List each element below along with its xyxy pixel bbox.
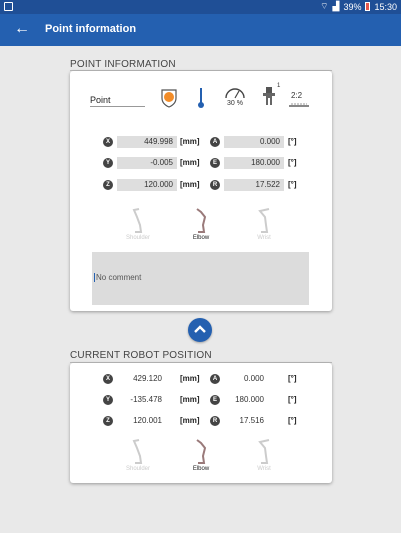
axis-z-badge: Z: [103, 416, 113, 426]
speed-value: 30 %: [227, 100, 243, 107]
a-value[interactable]: 0.000: [224, 136, 284, 148]
coord-row-y: [70, 157, 332, 171]
config-elbow[interactable]: [183, 207, 219, 241]
robot-arm-icon: [131, 207, 145, 233]
text-caret: [94, 273, 95, 282]
shield-target-icon[interactable]: [160, 88, 178, 108]
axis-r-badge: R: [210, 416, 220, 426]
point-name[interactable]: Point: [90, 95, 111, 105]
config-wrist-label: Wrist: [257, 235, 271, 241]
robot-arm-icon: [256, 438, 272, 464]
unit-deg: [°]: [288, 158, 297, 167]
app-bar: [0, 14, 401, 46]
config-shoulder[interactable]: [120, 207, 156, 241]
z-value[interactable]: 120.000: [117, 179, 177, 191]
axis-e-badge: E: [210, 158, 220, 168]
unit-mm: [mm]: [180, 416, 200, 425]
collapse-toggle-button[interactable]: [188, 318, 212, 342]
tool-ratio-value: 2:2: [291, 91, 303, 100]
comment-placeholder: No comment: [96, 273, 142, 282]
axis-e-badge: E: [210, 395, 220, 405]
coord-row-x: [70, 136, 332, 150]
unit-mm: [mm]: [180, 395, 200, 404]
axis-z-badge: Z: [103, 180, 113, 190]
coord-row-y: [70, 394, 332, 408]
thermometer-icon[interactable]: [196, 87, 206, 109]
tool-ratio-icon[interactable]: [288, 88, 310, 108]
point-name-underline: [90, 106, 145, 107]
battery-percent: 39%: [343, 1, 362, 12]
robot-arm-icon: [194, 207, 208, 233]
config-shoulder-label: Shoulder: [125, 466, 151, 472]
e-value: 180.000: [235, 395, 264, 404]
x-value[interactable]: 449.998: [117, 136, 177, 148]
y-value: -135.478: [130, 395, 162, 404]
z-value: 120.001: [133, 416, 162, 425]
unit-mm: [mm]: [180, 137, 200, 146]
r-value: 17.516: [239, 416, 264, 425]
point-info-card: [70, 71, 332, 311]
a-value: 0.000: [243, 374, 264, 383]
unit-deg: [°]: [288, 137, 297, 146]
axis-a-badge: A: [210, 374, 220, 384]
x-value: 429.120: [133, 374, 162, 383]
axis-a-badge: A: [210, 137, 220, 147]
coord-row-z: [70, 415, 332, 429]
wifi-icon: ⌔: [320, 1, 329, 11]
robot-arm-icon: [131, 438, 145, 464]
unit-mm: [mm]: [180, 158, 200, 167]
robot-arm-icon: [256, 207, 272, 233]
gripper-index: 1: [277, 83, 281, 89]
robot-position-section-title: CURRENT ROBOT POSITION: [70, 350, 212, 361]
unit-deg: [°]: [288, 416, 297, 425]
axis-r-badge: R: [210, 180, 220, 190]
config-elbow-label: Elbow: [192, 466, 210, 472]
y-value[interactable]: -0.005: [117, 157, 177, 169]
status-bar: [0, 0, 401, 14]
status-indicators: [320, 1, 397, 12]
clock: 15:30: [374, 1, 397, 12]
axis-y-badge: Y: [103, 158, 113, 168]
unit-mm: [mm]: [180, 374, 200, 383]
axis-y-badge: Y: [103, 395, 113, 405]
signal-icon: ▟: [332, 1, 340, 11]
battery-icon: [365, 2, 370, 11]
coord-row-x: [70, 373, 332, 387]
gallery-icon: [4, 2, 13, 11]
r-value[interactable]: 17.522: [224, 179, 284, 191]
robot-arm-icon: [194, 438, 208, 464]
config-shoulder: [120, 438, 156, 472]
config-shoulder-label: Shoulder: [125, 235, 151, 241]
point-info-section-title: POINT INFORMATION: [70, 59, 176, 70]
config-wrist-label: Wrist: [257, 466, 271, 472]
speedometer-icon[interactable]: [224, 86, 246, 112]
axis-x-badge: X: [103, 137, 113, 147]
gripper-icon[interactable]: [260, 83, 281, 108]
e-value[interactable]: 180.000: [224, 157, 284, 169]
unit-mm: [mm]: [180, 180, 200, 189]
unit-deg: [°]: [288, 180, 297, 189]
robot-position-card: [70, 363, 332, 483]
page-title: Point information: [45, 23, 137, 35]
config-elbow-label: Elbow: [192, 235, 210, 241]
coord-row-z: [70, 179, 332, 193]
chevron-up-icon: [188, 318, 212, 342]
unit-deg: [°]: [288, 374, 297, 383]
config-elbow: [183, 438, 219, 472]
config-wrist: [246, 438, 282, 472]
config-wrist[interactable]: [246, 207, 282, 241]
unit-deg: [°]: [288, 395, 297, 404]
back-arrow-icon[interactable]: ←: [14, 20, 30, 37]
axis-x-badge: X: [103, 374, 113, 384]
comment-field[interactable]: [92, 252, 309, 305]
